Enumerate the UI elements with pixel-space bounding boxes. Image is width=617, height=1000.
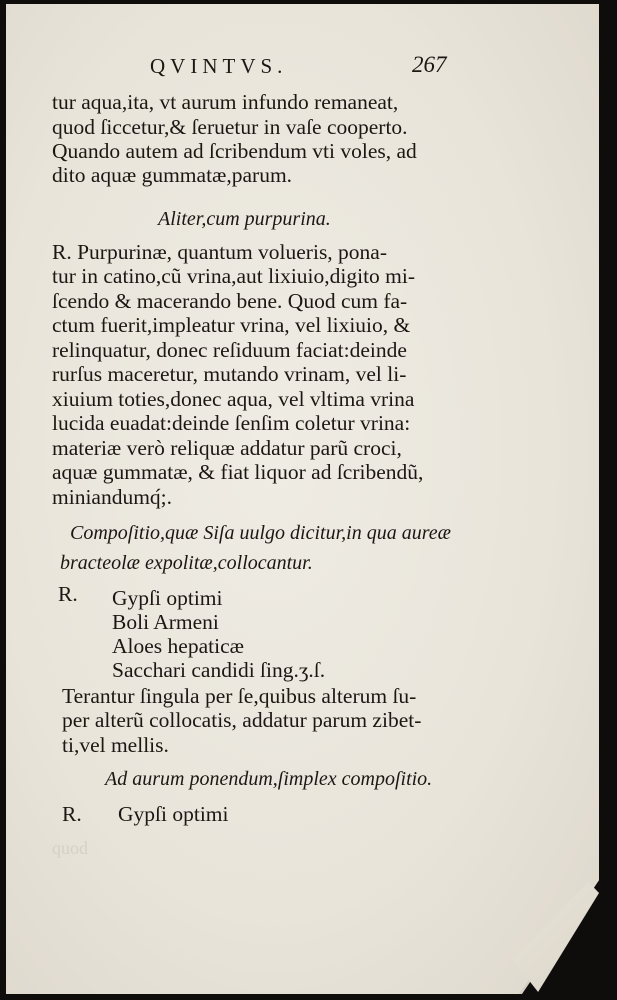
ingredient-line: Sacchari candidi ſing.ʒ.ſ. [112,658,326,682]
page-number: 267 [412,52,447,77]
text-line: per alterũ collocatis, addatur parum zibet- [62,708,422,732]
text-line: Terantur ſingula per ſe,quibus alterum ſu- [62,684,417,708]
text-line: tur in catino,cũ vrina,aut lixiuio,digito mi- [52,264,416,288]
text-line: ctum fuerit,impleatur vrina, vel lixiuio, & [52,313,411,337]
show-through-text: quod [52,838,88,858]
ingredient-line: Gypſi optimi [118,802,229,826]
text-line: ſcendo & macerando bene. Quod cum fa- [52,289,408,313]
section-heading: Compoſitio,quæ Siſa uulgo dicitur,in qua aureæ [70,522,451,544]
text-line: ti,vel mellis. [62,733,169,757]
recipe-mark: R. [62,802,82,826]
text-line: quod ſiccetur,& ſeruetur in vaſe cooperto. [52,115,408,139]
text-line: aquæ gummatæ, & fiat liquor ad ſcribendũ, [52,460,424,484]
text-line: lucida euadat:deinde ſenſim coletur vrina: [52,411,411,435]
text-line: xiuium toties,donec aqua, vel vltima vrina [52,387,415,411]
section-heading: Aliter,cum purpurina. [158,208,331,230]
section-heading: Ad aurum ponendum,ſimplex compoſitio. [105,768,433,790]
text-line: dito aquæ gummatæ,parum. [52,163,293,187]
text-line: miniandumq́;. [52,485,173,509]
text-line: materiæ verò reliquæ addatur parũ croci, [52,436,402,460]
ingredient-line: Boli Armeni [112,610,219,634]
section-heading-continued: bracteolæ expolitæ,collocantur. [60,552,313,574]
text-line: relinquatur, donec reſiduum faciat:deinde [52,338,407,362]
recipe-mark: R. [58,582,78,606]
text-line: Quando autem ad ſcribendum vti voles, ad [52,139,417,163]
running-head: QVINTVS. [150,54,288,78]
text-line: R. Purpurinæ, quantum volueris, pona- [52,240,388,264]
ingredient-line: Aloes hepaticæ [112,634,244,658]
text-line: rurſus maceretur, mutando vrinam, vel li- [52,362,407,386]
ingredient-line: Gypſi optimi [112,586,223,610]
text-line: tur aqua,ita, vt aurum infundo remaneat, [52,90,399,114]
